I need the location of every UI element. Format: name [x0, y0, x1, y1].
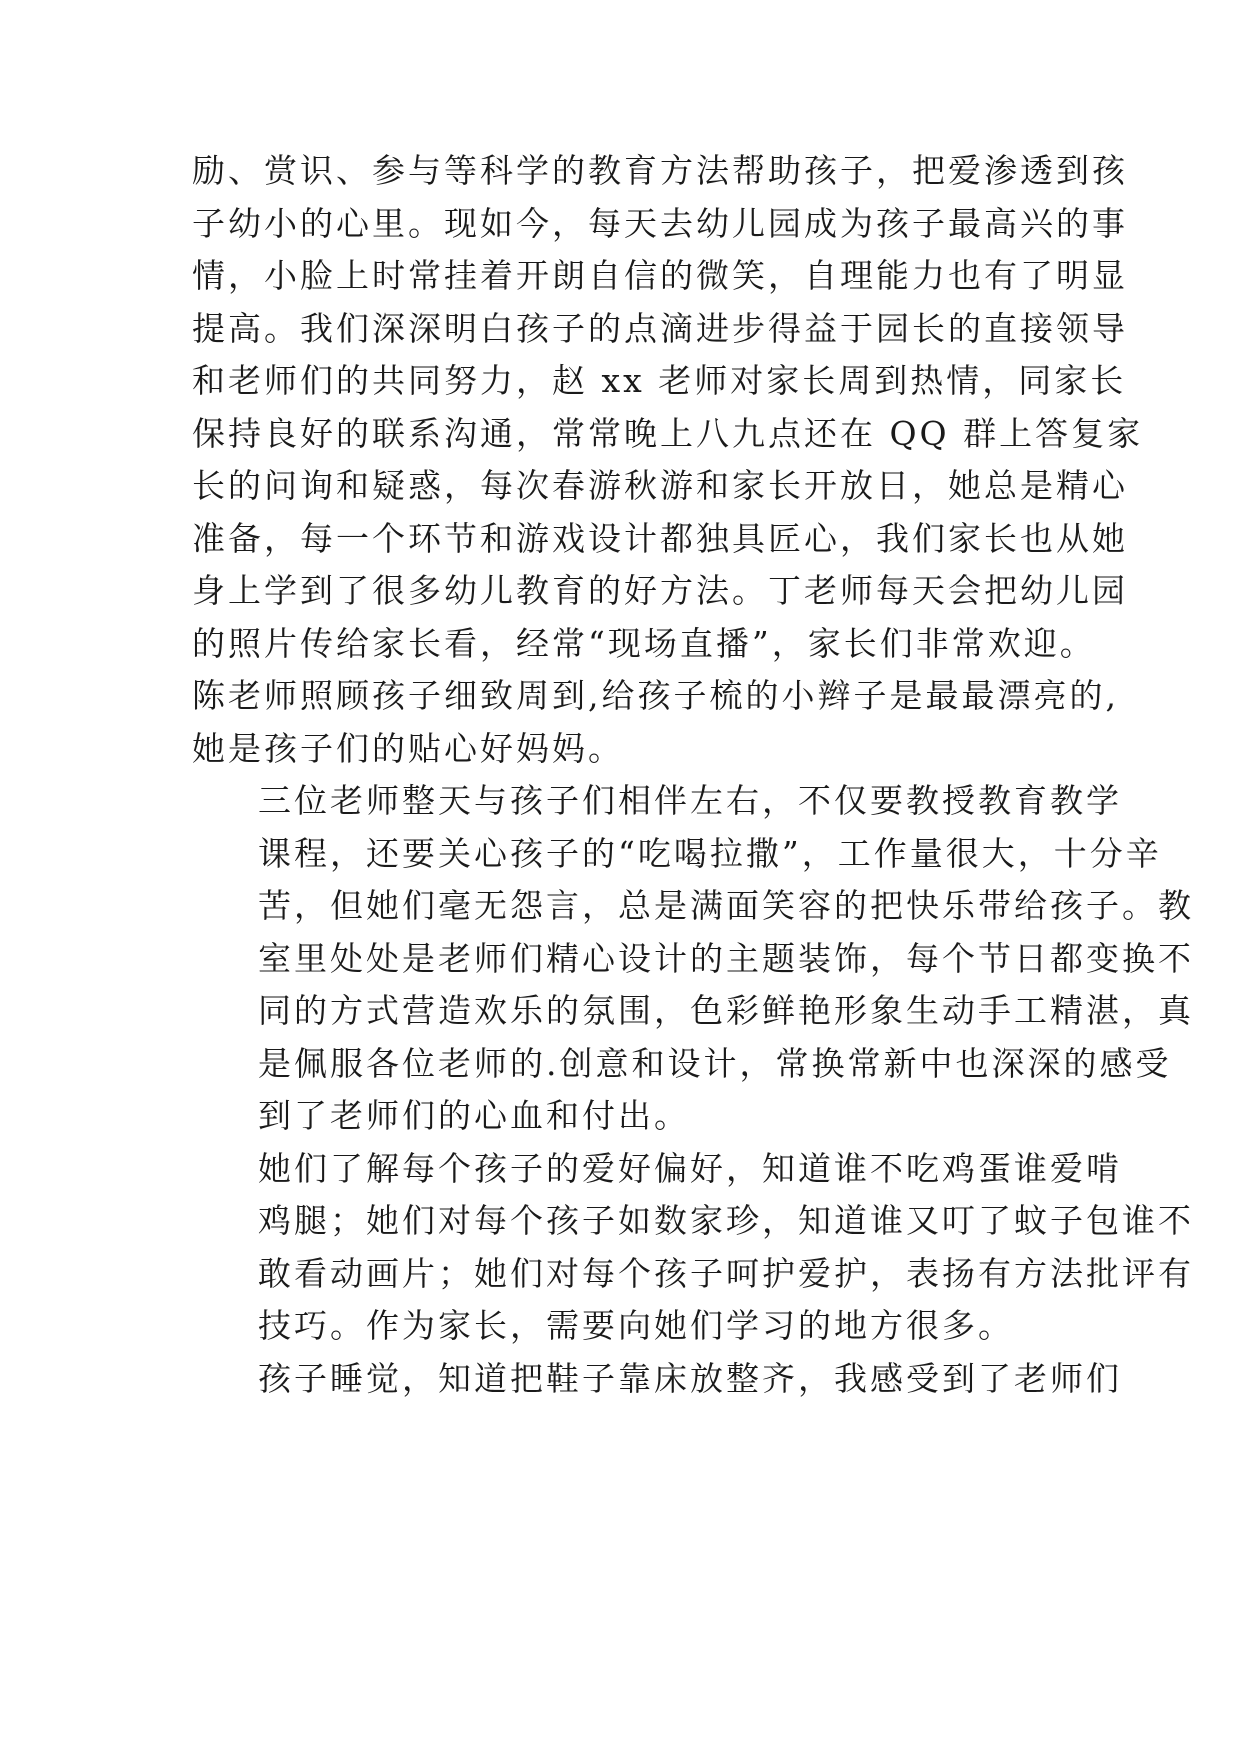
text-line: 鸡腿；她们对每个孩子如数家珍，知道谁又叮了蚊子包谁不 [258, 1201, 1194, 1240]
text-line: 的照片传给家长看，经常“现场直播”，家长们非常欢迎。 [192, 623, 1096, 663]
text-line: 准备，每一个环节和游戏设计都独具匠心，我们家长也从她 [192, 518, 1128, 558]
text-line: 长的问询和疑惑，每次春游秋游和家长开放日，她总是精心 [192, 466, 1128, 505]
text-line: 陈老师照顾孩子细致周到,给孩子梳的小辫子是最最漂亮的, [192, 676, 1119, 715]
text-line: 技巧。作为家长，需要向她们学习的地方很多。 [258, 1306, 1014, 1345]
text-line: 她是孩子们的贴心好妈妈。 [192, 728, 624, 768]
text-line: 苦，但她们毫无怨言，总是满面笑容的把快乐带给孩子。教 [258, 886, 1194, 925]
text-line: 课程，还要关心孩子的“吃喝拉撒”，工作量很大，十分辛 [258, 833, 1162, 873]
text-line: 身上学到了很多幼儿教育的好方法。丁老师每天会把幼儿园 [192, 571, 1128, 610]
text-line: 室里处处是老师们精心设计的主题装饰，每个节日都变换不 [258, 938, 1194, 978]
text-line: 到了老师们的心血和付出。 [258, 1096, 690, 1135]
text-line: 三位老师整天与孩子们相伴左右，不仅要教授教育教学 [258, 781, 1122, 820]
text-line: 情，小脸上时常挂着开朗自信的微笑，自理能力也有了明显 [192, 256, 1128, 295]
text-line: 她们了解每个孩子的爱好偏好，知道谁不吃鸡蛋谁爱啃 [258, 1148, 1122, 1188]
text-line: 保持良好的联系沟通，常常晚上八九点还在 QQ 群上答复家 [192, 413, 1144, 453]
text-line: 子幼小的心里。现如今，每天去幼儿园成为孩子最高兴的事 [192, 203, 1128, 243]
text-line: 同的方式营造欢乐的氛围，色彩鲜艳形象生动手工精湛，真 [258, 991, 1194, 1030]
text-line: 是佩服各位老师的.创意和设计，常换常新中也深深的感受 [258, 1043, 1172, 1083]
text-line: 和老师们的共同努力，赵 xx 老师对家长周到热情，同家长 [192, 361, 1127, 400]
paragraph-3 [192, 1143, 1194, 1353]
text-line: 提高。我们深深明白孩子的点滴进步得益于园长的直接领导 [192, 308, 1128, 348]
text-line: 孩子睡觉，知道把鞋子靠床放整齐，我感受到了老师们 [258, 1358, 1122, 1398]
document-body [192, 145, 1194, 1405]
paragraph-2 [192, 775, 1194, 1143]
paragraph-1 [192, 145, 1144, 775]
paragraph-4 [192, 1353, 1122, 1406]
text-line: 励、赏识、参与等科学的教育方法帮助孩子，把爱渗透到孩 [192, 151, 1128, 190]
text-line: 敢看动画片；她们对每个孩子呵护爱护，表扬有方法批评有 [258, 1253, 1194, 1293]
